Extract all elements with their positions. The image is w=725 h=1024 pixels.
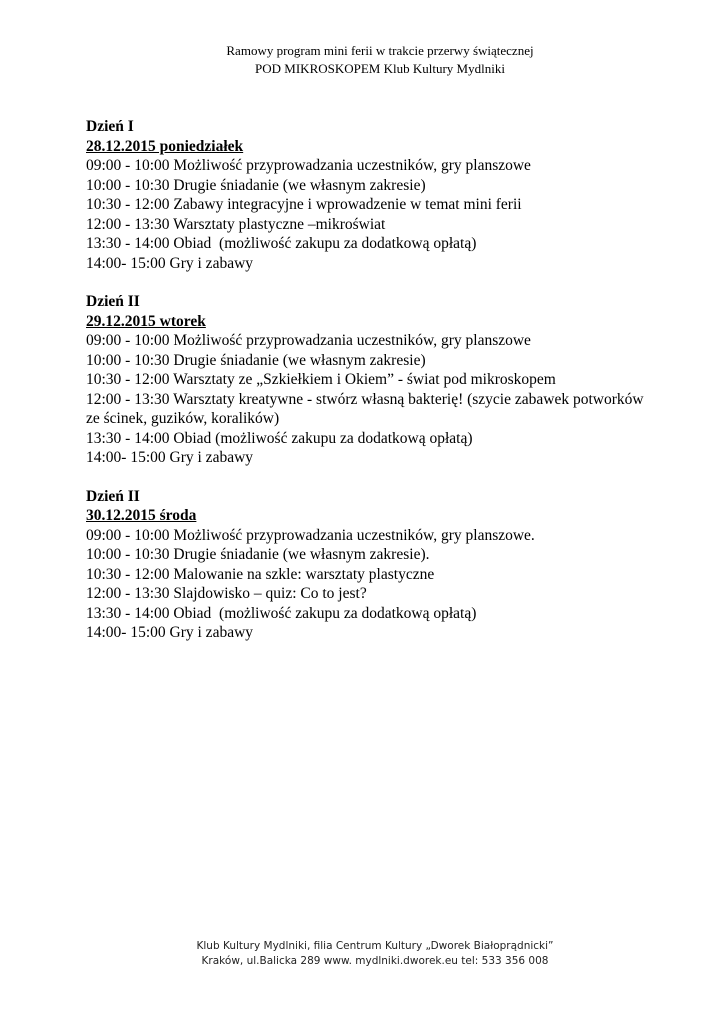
schedule-item: 10:00 - 10:30 Drugie śniadanie (we własnym zakresie) bbox=[86, 176, 426, 194]
header-title: Ramowy program mini ferii w trakcie przerwy świątecznej bbox=[226, 43, 534, 58]
day-title: Dzień II bbox=[86, 293, 140, 310]
schedule-item: 10:00 - 10:30 Drugie śniadanie (we własnym zakresie) bbox=[86, 351, 426, 369]
day-section-2 bbox=[86, 292, 646, 468]
day-date: 29.12.2015 wtorek bbox=[86, 312, 206, 330]
schedule-item: 09:00 - 10:00 Możliwość przyprowadzania uczestników, gry planszowe bbox=[86, 157, 531, 174]
schedule-item: 09:00 - 10:00 Możliwość przyprowadzania uczestników, gry planszowe bbox=[86, 332, 531, 349]
schedule-item: 14:00- 15:00 Gry i zabawy bbox=[86, 449, 254, 466]
footer-organization: Klub Kultury Mydlniki, filia Centrum Kultury „Dworek Białoprądnicki” bbox=[196, 940, 554, 952]
schedule-item: 13:30 - 14:00 Obiad (możliwość zakupu za dodatkową opłatą) bbox=[86, 429, 473, 447]
day-date: 30.12.2015 środa bbox=[86, 507, 197, 524]
schedule-item: 13:30 - 14:00 Obiad (możliwość zakupu za dodatkową opłatą) bbox=[86, 235, 477, 252]
schedule-item: 09:00 - 10:00 Możliwość przyprowadzania uczestników, gry planszowe. bbox=[86, 526, 535, 544]
header-subtitle: POD MIKROSKOPEM Klub Kultury Mydlniki bbox=[255, 61, 505, 76]
schedule-item: 10:30 - 12:00 Zabawy integracyjne i wprowadzenie w temat mini ferii bbox=[86, 196, 522, 213]
schedule-item: 12:00 - 13:30 Warsztaty plastyczne –mikroświat bbox=[86, 215, 386, 233]
schedule-item: 14:00- 15:00 Gry i zabawy bbox=[86, 254, 254, 272]
document-footer bbox=[0, 939, 725, 969]
schedule-item: 14:00- 15:00 Gry i zabawy bbox=[86, 624, 254, 641]
schedule-item: 10:30 - 12:00 Warsztaty ze „Szkiełkiem i Okiem” - świat pod mikroskopem bbox=[86, 371, 556, 388]
schedule-item: 10:30 - 12:00 Malowanie na szkle: warsztaty plastyczne bbox=[86, 565, 435, 583]
day-title: Dzień I bbox=[86, 118, 134, 135]
schedule-item: 13:30 - 14:00 Obiad (możliwość zakupu za dodatkową opłatą) bbox=[86, 604, 477, 622]
schedule-item: 12:00 - 13:30 Slajdowisko – quiz: Co to jest? bbox=[86, 585, 367, 602]
day-title: Dzień II bbox=[86, 487, 140, 505]
day-date: 28.12.2015 poniedziałek bbox=[86, 137, 244, 155]
schedule-item: 10:00 - 10:30 Drugie śniadanie (we własnym zakresie). bbox=[86, 546, 430, 563]
document-header bbox=[0, 42, 725, 78]
day-section-1 bbox=[86, 117, 646, 273]
day-section-3 bbox=[86, 487, 646, 643]
schedule bbox=[86, 117, 646, 662]
footer-contact: Kraków, ul.Balicka 289 www. mydlniki.dworek.eu tel: 533 356 008 bbox=[201, 955, 549, 967]
schedule-item: 12:00 - 13:30 Warsztaty kreatywne - stwórz własną bakterię! (szycie zabawek potworków ze ścinek, guzików, koralików) bbox=[86, 390, 648, 427]
